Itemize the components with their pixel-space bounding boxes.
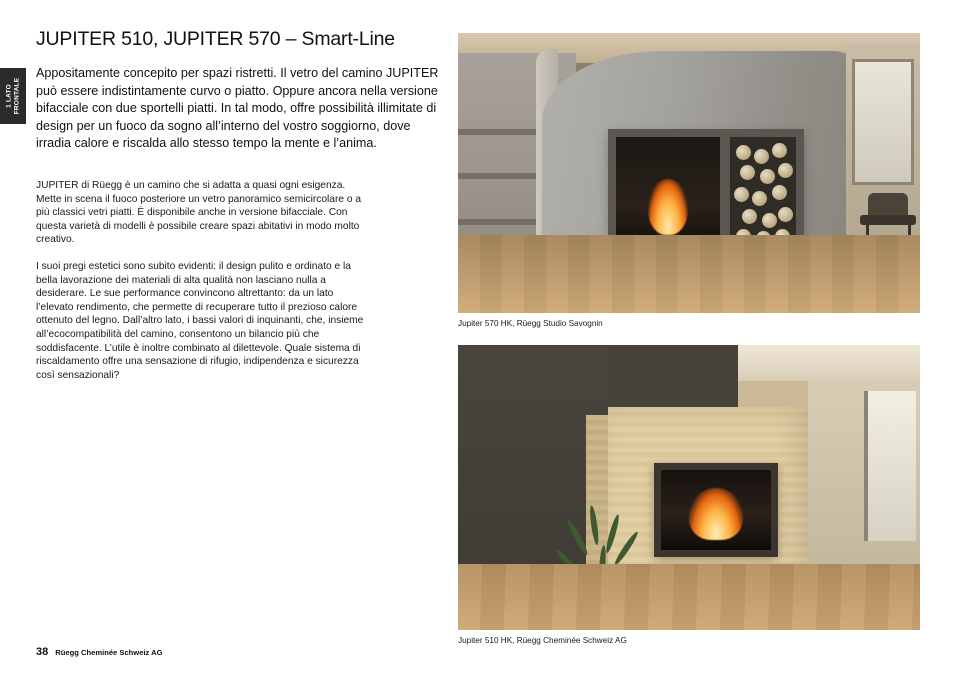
photo-fireplace-stone-clad-room-divider (458, 345, 920, 630)
figure-caption: Jupiter 570 HK, Rüegg Studio Savognin (458, 319, 603, 328)
chapter-side-tab-line1: 1 LATO (5, 84, 13, 108)
lead-paragraph: Appositamente concepito per spazi ristretti. Il vetro del camino JUPITER può essere indistintamente curvo o piatto. Oppure ancora nella versione bifacciale con due sportelli piatti. In tal modo, offre possibilità illimitate di design per un fuoco da sogno all’interno del vostro soggiorno, dove irradia calore e riscalda allo stesso tempo la mente e l’anima. (36, 66, 439, 151)
photo2-fireplace-frame (654, 463, 778, 557)
photo2-plant-leaf (604, 514, 621, 554)
footer-brand: Rüegg Cheminée Schweiz AG (55, 648, 163, 657)
photo1-log (772, 143, 787, 158)
photo2-dark-upper-band (608, 345, 738, 407)
chapter-side-tab-text (5, 78, 21, 115)
photo1-log (734, 187, 749, 202)
text-column (36, 28, 442, 395)
photo2-plant-leaf (588, 505, 600, 545)
photo1-log (740, 165, 755, 180)
photo1-flame (648, 179, 688, 235)
photo2-wood-floor (458, 564, 920, 630)
photo2-window (864, 391, 916, 541)
photo1-log (778, 163, 793, 178)
body-paragraph-2: I suoi pregi estetici sono subito evidenti: il design pulito e ordinato e la bella lavorazione dei materiali di alta qualità non lasciano nulla a desiderare. Le sue performance convincono altrettanto: da un lato l’elevato rendimento, che permette di recuperare tutto il prezioso calore ottenuto del legno. Dall’altro lato, i bassi valori di inquinanti, che, insieme all’ecocompatibilità del camino, consentono un bilancio più che soddisfacente. L’utile è inoltre combinato al dilettevole. Quale sistema di riscaldamento offre una sensazione di rifugio, indipendenza e sicurezza così sensazionali? (36, 260, 364, 381)
photo1-wood-floor (458, 235, 920, 313)
figure-caption: Jupiter 510 HK, Rüegg Cheminée Schweiz AG (458, 636, 627, 645)
photo1-log (760, 169, 775, 184)
page-title: JUPITER 510, JUPITER 570 – Smart-Line (36, 28, 395, 50)
photo1-chair-seat (860, 215, 916, 225)
page-number: 38 (36, 646, 49, 658)
photo1-log-storage (730, 137, 796, 249)
photo1-chair-back (868, 193, 908, 217)
chapter-side-tab-line2: FRONTALE (13, 77, 21, 115)
photo-fireplace-curved-concrete-wall (458, 33, 920, 313)
photo2-flame (689, 488, 743, 540)
photo1-log (778, 207, 793, 222)
photo1-firebox-glass (616, 137, 720, 249)
image-column (458, 33, 920, 646)
photo1-log (742, 209, 757, 224)
photo1-log (754, 149, 769, 164)
figure-jupiter-510 (458, 345, 920, 646)
photo1-window (852, 59, 914, 185)
figure-jupiter-570 (458, 33, 920, 329)
photo1-log (736, 145, 751, 160)
photo1-log (772, 185, 787, 200)
chapter-side-tab (0, 68, 26, 124)
photo1-log (762, 213, 777, 228)
photo1-log (752, 191, 767, 206)
body-paragraph-1: JUPITER di Rüegg è un camino che si adatta a quasi ogni esigenza. Mette in scena il fuoco posteriore un vetro panoramico semicircolare o a più classici vetri piatti. È disponibile anche in versione bifacciale. Con questa varietà di modelli è possibile creare spazi abitativi in modo molto creativo. (36, 179, 362, 246)
photo2-firebox-glass (661, 470, 771, 550)
page-footer (36, 646, 163, 658)
